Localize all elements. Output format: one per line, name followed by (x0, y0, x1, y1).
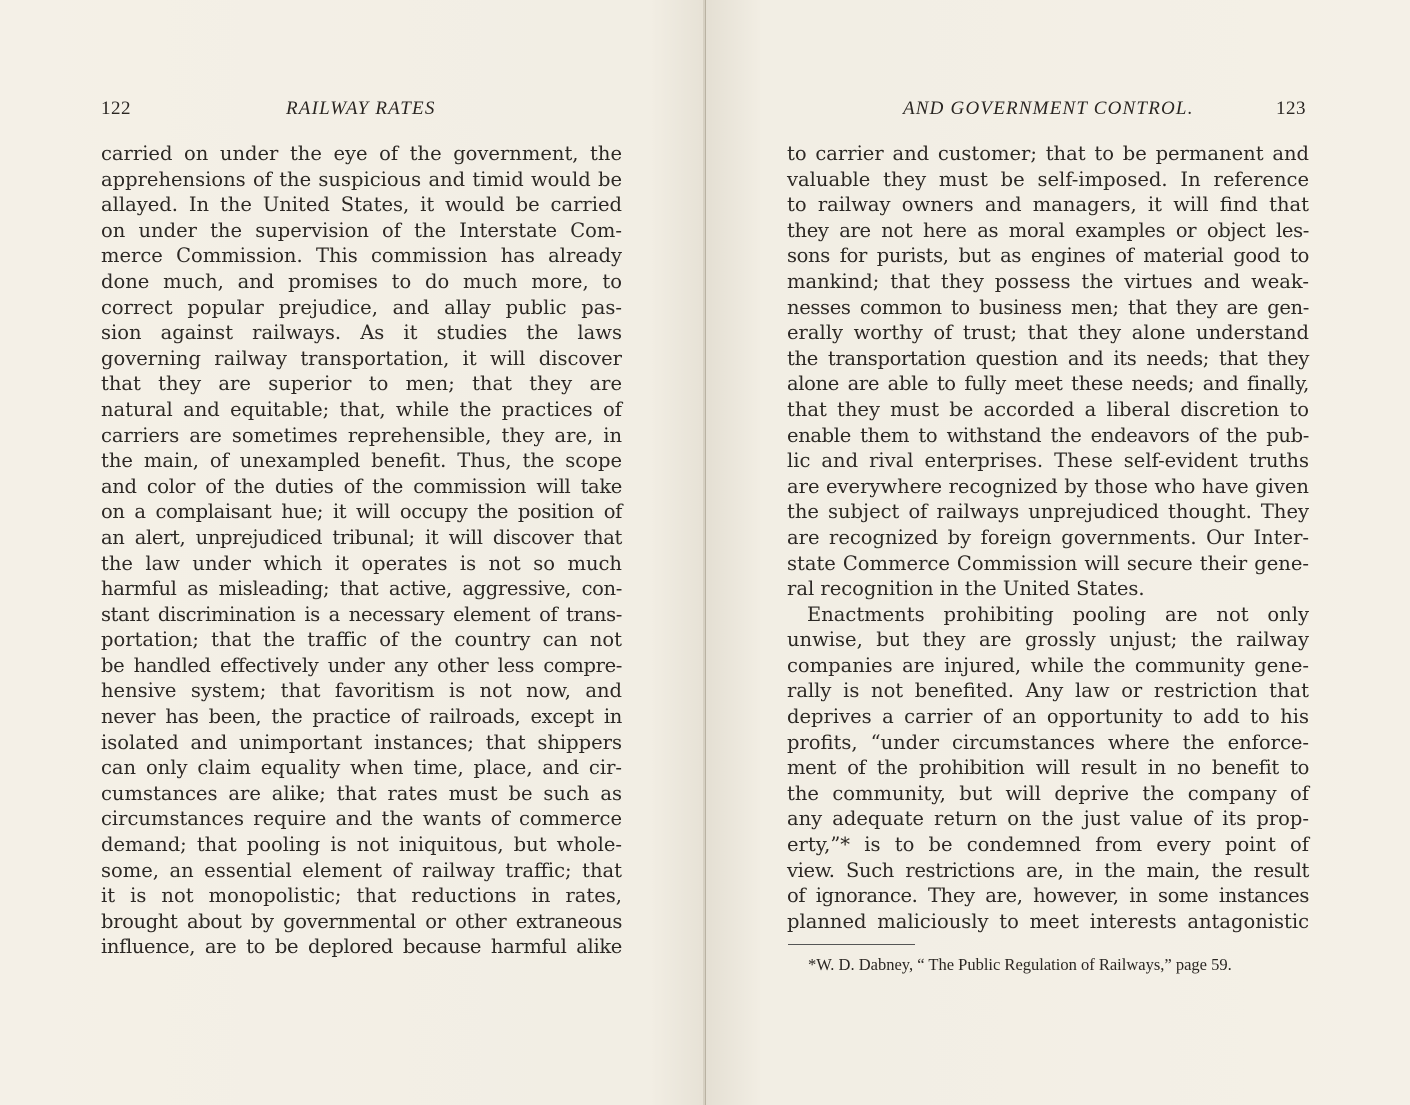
text-line: rally is not benefited. Any law or restriction that (787, 679, 1309, 703)
text-line: cumstances are alike; that rates must be such as (101, 781, 622, 805)
text-line: to railway owners and managers, it will find that (787, 193, 1309, 217)
text-line: state Commerce Commission will secure their gene- (787, 551, 1309, 575)
text-line: valuable they must be self-imposed. In reference (787, 167, 1309, 191)
text-line: an alert, unprejudiced tribunal; it will discover that (101, 525, 622, 549)
text-line: enable them to withstand the endeavors of the pub- (787, 423, 1309, 447)
text-line: of ignorance. They are, however, in some instances (787, 884, 1309, 908)
text-line: ral recognition in the United States. (787, 577, 1145, 601)
text-line: are recognized by foreign governments. Our Inter- (787, 525, 1309, 549)
text-line: governing railway transportation, it will discover (101, 346, 622, 370)
right-page-number: 123 (1276, 98, 1306, 119)
text-line: profits, “under circumstances where the enforce- (787, 730, 1309, 754)
text-line: the subject of railways unprejudiced thought. They (787, 500, 1309, 524)
text-line: harmful as misleading; that active, aggressive, con- (101, 577, 622, 601)
text-line: demand; that pooling is not iniquitous, but whole- (101, 833, 622, 857)
text-line: be handled effectively under any other less compre- (101, 653, 622, 677)
gutter-crease (705, 0, 706, 1105)
text-line: it is not monopolistic; that reductions in rates, (101, 884, 622, 908)
text-line: planned maliciously to meet interests antagonistic (787, 909, 1309, 933)
text-line: erally worthy of trust; that they alone understand (787, 321, 1309, 345)
text-line: isolated and unimportant instances; that shippers (101, 730, 622, 754)
text-line: merce Commission. This commission has already (101, 244, 622, 268)
text-line: are everywhere recognized by those who have given (787, 474, 1309, 498)
text-line: sion against railways. As it studies the laws (101, 321, 622, 345)
footnote-rule (788, 944, 915, 945)
text-line: done much, and promises to do much more, to (101, 269, 622, 293)
text-line: apprehensions of the suspicious and timid would be (101, 167, 622, 191)
text-line: Enactments prohibiting pooling are not only (807, 602, 1309, 626)
text-line: carried on under the eye of the government, the (101, 142, 622, 165)
text-line: mankind; that they possess the virtues and weak- (787, 269, 1309, 293)
text-line: stant discrimination is a necessary element of trans- (101, 602, 622, 626)
text-line: to carrier and customer; that to be permanent and (787, 142, 1309, 165)
text-line: unwise, but they are grossly unjust; the railway (787, 628, 1309, 652)
left-page-number: 122 (101, 98, 131, 119)
text-line: sons for purists, but as engines of material good to (787, 244, 1309, 268)
text-line: they are not here as moral examples or object les- (787, 218, 1309, 242)
text-line: erty,”* is to be condemned from every point of (787, 833, 1309, 857)
text-line: carriers are sometimes reprehensible, they are, in (101, 423, 622, 447)
text-line: natural and equitable; that, while the practices of (101, 397, 622, 421)
text-line: that they are superior to men; that they are (101, 372, 622, 396)
text-line: deprives a carrier of an opportunity to add to his (787, 705, 1309, 729)
footnote: *W. D. Dabney, “ The Public Regulation of Railways,” page 59. (808, 955, 1232, 974)
text-line: circumstances require and the wants of commerce (101, 807, 622, 831)
left-body-text (101, 141, 622, 960)
text-line: alone are able to fully meet these needs; and finally, (787, 372, 1309, 396)
text-line: view. Such restrictions are, in the main, the result (787, 858, 1309, 882)
text-line: the law under which it operates is not so much (101, 551, 622, 575)
right-body-text (787, 141, 1309, 934)
text-line: the transportation question and its needs; that they (787, 346, 1309, 370)
text-line: and color of the duties of the commission will take (101, 474, 622, 498)
text-line: correct popular prejudice, and allay public pas- (101, 295, 622, 319)
text-line: nesses common to business men; that they are gen- (787, 295, 1309, 319)
text-line: brought about by governmental or other extraneous (101, 909, 622, 933)
text-line: ment of the prohibition will result in no benefit to (787, 756, 1309, 780)
text-line: influence, are to be deplored because harmful alike (101, 935, 622, 959)
right-running-head: AND GOVERNMENT CONTROL. (903, 98, 1194, 119)
text-line: never has been, the practice of railroads, except in (101, 705, 622, 729)
text-line: allayed. In the United States, it would be carried (101, 193, 622, 217)
text-line: any adequate return on the just value of its prop- (787, 807, 1309, 831)
left-running-head: RAILWAY RATES (286, 98, 436, 119)
text-line: the main, of unexampled benefit. Thus, the scope (101, 449, 622, 473)
text-line: hensive system; that favoritism is not now, and (101, 679, 622, 703)
text-line: can only claim equality when time, place, and cir- (101, 756, 622, 780)
text-line: companies are injured, while the community gene- (787, 653, 1309, 677)
text-line: lic and rival enterprises. These self-evident truths (787, 449, 1309, 473)
text-line: the community, but will deprive the company of (787, 781, 1309, 805)
text-line: on under the supervision of the Interstate Com- (101, 218, 622, 242)
text-line: that they must be accorded a liberal discretion to (787, 397, 1309, 421)
text-line: on a complaisant hue; it will occupy the position of (101, 500, 622, 524)
text-line: portation; that the traffic of the country can not (101, 628, 622, 652)
text-line: some, an essential element of railway traffic; that (101, 858, 622, 882)
